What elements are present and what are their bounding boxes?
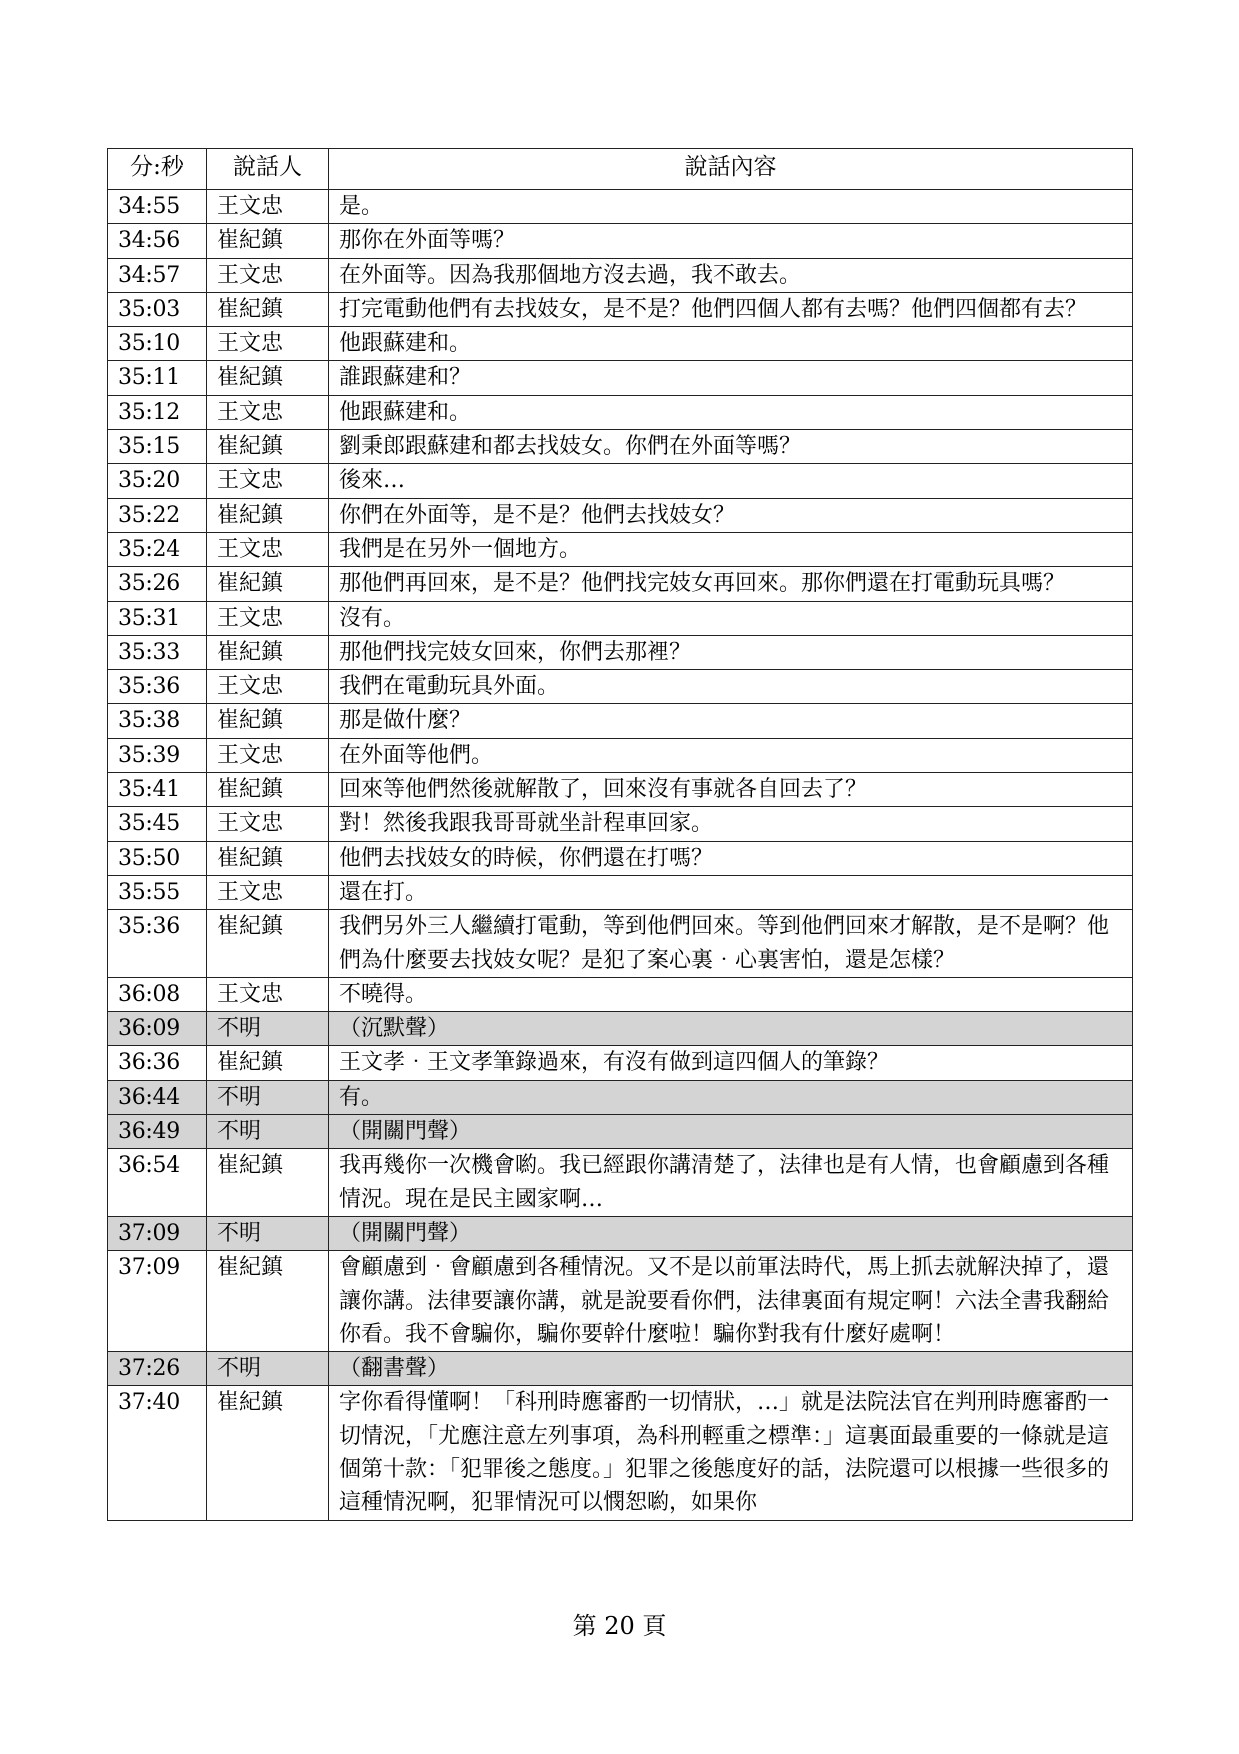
time-cell: 34:56 (108, 224, 207, 258)
speaker-cell: 崔紀鎮 (207, 498, 329, 532)
table-row (108, 327, 1133, 361)
speaker-cell: 王文忠 (207, 395, 329, 429)
speaker-cell: 王文忠 (207, 807, 329, 841)
table-row (108, 258, 1133, 292)
table-row (108, 1012, 1133, 1046)
speaker-cell: 崔紀鎮 (207, 430, 329, 464)
time-cell: 35:11 (108, 361, 207, 395)
table-row (108, 464, 1133, 498)
speaker-cell: 王文忠 (207, 977, 329, 1011)
content-cell: 那他們找完妓女回來，你們去那裡？ (329, 635, 1133, 669)
content-cell: （開關門聲） (329, 1216, 1133, 1250)
table-row (108, 738, 1133, 772)
speaker-cell: 崔紀鎮 (207, 704, 329, 738)
header-time: 分:秒 (108, 149, 207, 190)
content-cell: 王文孝‧王文孝筆錄過來，有沒有做到這四個人的筆錄？ (329, 1046, 1133, 1080)
content-cell: （沉默聲） (329, 1012, 1133, 1046)
table-row (108, 773, 1133, 807)
table-row (108, 395, 1133, 429)
time-cell: 34:57 (108, 258, 207, 292)
content-cell: 那他們再回來，是不是？他們找完妓女再回來。那你們還在打電動玩具嗎？ (329, 567, 1133, 601)
time-cell: 35:24 (108, 532, 207, 566)
speaker-cell: 不明 (207, 1012, 329, 1046)
speaker-cell: 王文忠 (207, 190, 329, 224)
table-row (108, 532, 1133, 566)
time-cell: 35:45 (108, 807, 207, 841)
time-cell: 34:55 (108, 190, 207, 224)
time-cell: 37:40 (108, 1386, 207, 1520)
speaker-cell: 不明 (207, 1080, 329, 1114)
table-row (108, 361, 1133, 395)
content-cell: 是。 (329, 190, 1133, 224)
speaker-cell: 王文忠 (207, 670, 329, 704)
content-cell: 字你看得懂啊！「科刑時應審酌一切情狀，…」就是法院法官在判刑時應審酌一切情況，「尤應注意左列事項，為科刑輕重之標準：」這裏面最重要的一條就是這個第十款：「犯罪後之態度。」犯罪之後態度好的話，法院還可以根據一些很多的這種情況啊，犯罪情況可以憫恕喲，如果你 (329, 1386, 1133, 1520)
time-cell: 35:36 (108, 670, 207, 704)
table-row (108, 1386, 1133, 1520)
content-cell: 有。 (329, 1080, 1133, 1114)
speaker-cell: 崔紀鎮 (207, 773, 329, 807)
time-cell: 35:10 (108, 327, 207, 361)
table-row (108, 1080, 1133, 1114)
table-row (108, 704, 1133, 738)
content-cell: 你們在外面等，是不是？他們去找妓女？ (329, 498, 1133, 532)
table-row (108, 977, 1133, 1011)
transcript-body (108, 190, 1133, 1521)
table-row (108, 292, 1133, 326)
time-cell: 35:22 (108, 498, 207, 532)
speaker-cell: 崔紀鎮 (207, 635, 329, 669)
content-cell: 打完電動他們有去找妓女，是不是？他們四個人都有去嗎？他們四個都有去？ (329, 292, 1133, 326)
speaker-cell: 崔紀鎮 (207, 1046, 329, 1080)
header-content: 說話內容 (329, 149, 1133, 190)
page-number: 第 20 頁 (572, 1612, 667, 1640)
speaker-cell: 王文忠 (207, 258, 329, 292)
speaker-cell: 崔紀鎮 (207, 567, 329, 601)
speaker-cell: 王文忠 (207, 601, 329, 635)
time-cell: 36:54 (108, 1149, 207, 1217)
table-row (108, 190, 1133, 224)
header-speaker: 說話人 (207, 149, 329, 190)
time-cell: 35:31 (108, 601, 207, 635)
time-cell: 35:50 (108, 841, 207, 875)
time-cell: 35:15 (108, 430, 207, 464)
content-cell: 在外面等他們。 (329, 738, 1133, 772)
transcript-table (107, 148, 1133, 1521)
speaker-cell: 崔紀鎮 (207, 1251, 329, 1352)
time-cell: 35:55 (108, 875, 207, 909)
content-cell: 沒有。 (329, 601, 1133, 635)
time-cell: 36:09 (108, 1012, 207, 1046)
speaker-cell: 王文忠 (207, 738, 329, 772)
time-cell: 35:39 (108, 738, 207, 772)
table-header-row (108, 149, 1133, 190)
content-cell: （翻書聲） (329, 1352, 1133, 1386)
speaker-cell: 不明 (207, 1216, 329, 1250)
time-cell: 37:09 (108, 1216, 207, 1250)
table-row (108, 1251, 1133, 1352)
speaker-cell: 王文忠 (207, 532, 329, 566)
table-row (108, 601, 1133, 635)
content-cell: 他跟蘇建和。 (329, 395, 1133, 429)
content-cell: 他們去找妓女的時候，你們還在打嗎？ (329, 841, 1133, 875)
time-cell: 36:08 (108, 977, 207, 1011)
time-cell: 35:26 (108, 567, 207, 601)
time-cell: 35:33 (108, 635, 207, 669)
content-cell: 那是做什麼？ (329, 704, 1133, 738)
table-row (108, 1149, 1133, 1217)
table-row (108, 635, 1133, 669)
table-row (108, 1115, 1133, 1149)
time-cell: 37:09 (108, 1251, 207, 1352)
speaker-cell: 崔紀鎮 (207, 1149, 329, 1217)
time-cell: 35:12 (108, 395, 207, 429)
speaker-cell: 王文忠 (207, 875, 329, 909)
content-cell: 誰跟蘇建和？ (329, 361, 1133, 395)
time-cell: 36:44 (108, 1080, 207, 1114)
content-cell: 我們是在另外一個地方。 (329, 532, 1133, 566)
content-cell: 那你在外面等嗎？ (329, 224, 1133, 258)
time-cell: 35:38 (108, 704, 207, 738)
table-row (108, 224, 1133, 258)
content-cell: 他跟蘇建和。 (329, 327, 1133, 361)
content-cell: 我再幾你一次機會喲。我已經跟你講清楚了，法律也是有人情，也會顧慮到各種情況。現在是民主國家啊… (329, 1149, 1133, 1217)
table-row (108, 1352, 1133, 1386)
table-row (108, 807, 1133, 841)
content-cell: 我們另外三人繼續打電動，等到他們回來。等到他們回來才解散，是不是啊？他們為什麼要去找妓女呢？是犯了案心裏‧心裏害怕，還是怎樣？ (329, 910, 1133, 978)
content-cell: 在外面等。因為我那個地方沒去過，我不敢去。 (329, 258, 1133, 292)
time-cell: 36:36 (108, 1046, 207, 1080)
table-row (108, 875, 1133, 909)
table-row (108, 910, 1133, 978)
speaker-cell: 崔紀鎮 (207, 224, 329, 258)
time-cell: 36:49 (108, 1115, 207, 1149)
table-row (108, 567, 1133, 601)
content-cell: （開關門聲） (329, 1115, 1133, 1149)
table-row (108, 1216, 1133, 1250)
speaker-cell: 崔紀鎮 (207, 292, 329, 326)
speaker-cell: 崔紀鎮 (207, 910, 329, 978)
content-cell: 回來等他們然後就解散了，回來沒有事就各自回去了？ (329, 773, 1133, 807)
table-row (108, 841, 1133, 875)
time-cell: 35:20 (108, 464, 207, 498)
time-cell: 35:03 (108, 292, 207, 326)
content-cell: 對！然後我跟我哥哥就坐計程車回家。 (329, 807, 1133, 841)
content-cell: 會顧慮到‧會顧慮到各種情況。又不是以前軍法時代，馬上抓去就解決掉了，還讓你講。法律要讓你講，就是說要看你們，法律裏面有規定啊！六法全書我翻給你看。我不會騙你，騙你要幹什麼啦！騙你對我有什麼好處啊！ (329, 1251, 1133, 1352)
content-cell: 還在打。 (329, 875, 1133, 909)
speaker-cell: 王文忠 (207, 464, 329, 498)
speaker-cell: 崔紀鎮 (207, 1386, 329, 1520)
speaker-cell: 崔紀鎮 (207, 361, 329, 395)
table-row (108, 1046, 1133, 1080)
time-cell: 35:36 (108, 910, 207, 978)
speaker-cell: 不明 (207, 1352, 329, 1386)
content-cell: 不曉得。 (329, 977, 1133, 1011)
content-cell: 我們在電動玩具外面。 (329, 670, 1133, 704)
content-cell: 劉秉郎跟蘇建和都去找妓女。你們在外面等嗎？ (329, 430, 1133, 464)
table-row (108, 670, 1133, 704)
time-cell: 35:41 (108, 773, 207, 807)
speaker-cell: 不明 (207, 1115, 329, 1149)
table-row (108, 430, 1133, 464)
speaker-cell: 崔紀鎮 (207, 841, 329, 875)
time-cell: 37:26 (108, 1352, 207, 1386)
content-cell: 後來… (329, 464, 1133, 498)
table-row (108, 498, 1133, 532)
speaker-cell: 王文忠 (207, 327, 329, 361)
